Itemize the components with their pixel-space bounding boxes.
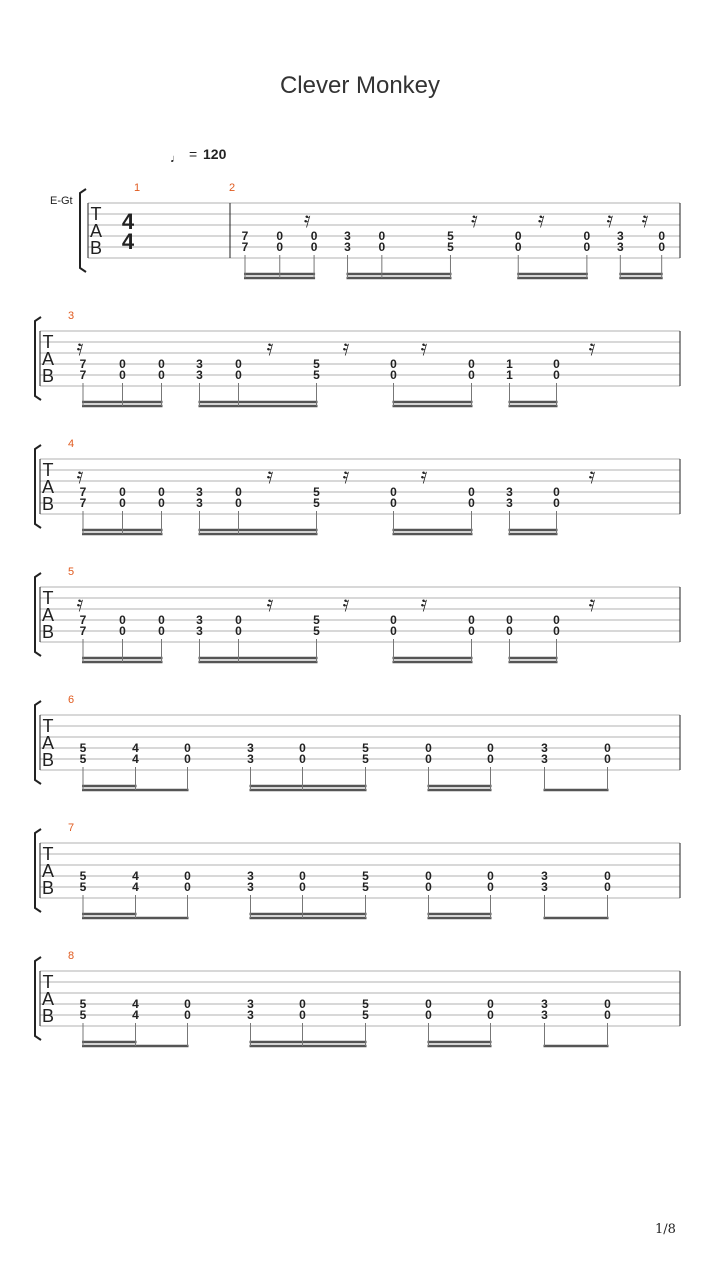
fret-number: 7 xyxy=(79,368,87,382)
fret-number: 3 xyxy=(196,496,203,510)
fret-number: 0 xyxy=(425,869,432,883)
fret-number: 0 xyxy=(425,880,432,894)
fret-number: 0 xyxy=(235,496,242,510)
fret-number: 5 xyxy=(313,613,320,627)
page-number: 1/8 xyxy=(655,1222,676,1237)
fret-number: 0 xyxy=(658,229,666,243)
fret-number: 0 xyxy=(119,613,126,627)
fret-number: 0 xyxy=(184,1008,191,1022)
fret-number: 3 xyxy=(506,496,513,510)
fret-number: 0 xyxy=(158,357,165,371)
fret-number: 0 xyxy=(468,357,475,371)
tab-letter-b: B xyxy=(41,750,55,770)
tab-letter-b: B xyxy=(89,238,103,258)
measure-number: 1 xyxy=(133,182,141,194)
sixteenth-rest-icon: 𝄿 xyxy=(588,463,596,488)
fret-number: 3 xyxy=(506,485,513,499)
tab-system-7 xyxy=(35,822,680,918)
sixteenth-rest-icon: 𝄿 xyxy=(606,207,614,232)
fret-number: 3 xyxy=(616,229,624,243)
sixteenth-rest-icon: 𝄿 xyxy=(537,207,545,232)
fret-number: 0 xyxy=(425,741,432,755)
measure-number: 4 xyxy=(67,438,75,450)
fret-number: 0 xyxy=(487,752,494,766)
fret-number: 4 xyxy=(132,869,139,883)
fret-number: 0 xyxy=(299,880,306,894)
fret-number: 0 xyxy=(425,997,432,1011)
fret-number: 7 xyxy=(241,229,249,243)
fret-number: 4 xyxy=(132,880,139,894)
fret-number: 0 xyxy=(506,624,513,638)
fret-number: 3 xyxy=(196,368,203,382)
fret-number: 7 xyxy=(79,613,87,627)
tab-letter-b: B xyxy=(41,622,55,642)
fret-number: 5 xyxy=(362,997,369,1011)
fret-number: 7 xyxy=(79,357,87,371)
fret-number: 0 xyxy=(310,240,318,254)
measure-number: 6 xyxy=(67,694,75,706)
tab-letter-a: A xyxy=(41,477,55,497)
fret-number: 0 xyxy=(487,869,494,883)
fret-number: 0 xyxy=(299,741,306,755)
fret-number: 7 xyxy=(241,240,249,254)
fret-number: 7 xyxy=(79,624,87,638)
fret-number: 0 xyxy=(390,613,397,627)
tab-letter-a: A xyxy=(41,349,55,369)
fret-number: 5 xyxy=(313,624,320,638)
fret-number: 0 xyxy=(310,229,318,243)
fret-number: 5 xyxy=(79,1008,87,1022)
tab-letter-b: B xyxy=(41,494,55,514)
fret-number: 3 xyxy=(541,869,548,883)
fret-number: 5 xyxy=(447,240,454,254)
tab-letter-t: T xyxy=(42,716,54,736)
fret-number: 4 xyxy=(132,741,139,755)
tab-system-1 xyxy=(80,182,680,278)
fret-number: 5 xyxy=(313,368,320,382)
tab-letter-b: B xyxy=(41,366,55,386)
fret-number: 0 xyxy=(604,1008,611,1022)
fret-number: 0 xyxy=(553,485,560,499)
fret-number: 4 xyxy=(132,752,139,766)
fret-number: 0 xyxy=(604,880,611,894)
fret-number: 0 xyxy=(553,613,560,627)
fret-number: 0 xyxy=(119,485,126,499)
fret-number: 0 xyxy=(487,997,494,1011)
fret-number: 0 xyxy=(658,240,666,254)
measure-number: 5 xyxy=(67,566,75,578)
fret-number: 0 xyxy=(514,229,522,243)
fret-number: 0 xyxy=(158,613,165,627)
fret-number: 5 xyxy=(313,357,320,371)
sixteenth-rest-icon: 𝄿 xyxy=(266,335,274,360)
tab-letter-t: T xyxy=(42,844,54,864)
fret-number: 3 xyxy=(616,240,624,254)
fret-number: 3 xyxy=(541,1008,548,1022)
fret-number: 3 xyxy=(196,624,203,638)
fret-number: 5 xyxy=(79,997,87,1011)
fret-number: 0 xyxy=(378,240,386,254)
fret-number: 5 xyxy=(362,880,369,894)
fret-number: 0 xyxy=(425,1008,432,1022)
fret-number: 5 xyxy=(79,752,87,766)
fret-number: 0 xyxy=(553,624,560,638)
fret-number: 3 xyxy=(247,1008,254,1022)
tab-letter-t: T xyxy=(42,332,54,352)
sixteenth-rest-icon: 𝄿 xyxy=(76,591,84,616)
sixteenth-rest-icon: 𝄿 xyxy=(420,463,428,488)
fret-number: 0 xyxy=(604,752,611,766)
fret-number: 0 xyxy=(487,741,494,755)
fret-number: 3 xyxy=(247,741,254,755)
fret-number: 0 xyxy=(553,368,560,382)
fret-number: 0 xyxy=(235,613,242,627)
fret-number: 0 xyxy=(119,496,126,510)
sixteenth-rest-icon: 𝄿 xyxy=(76,463,84,488)
instrument-label: E-Gt xyxy=(50,195,73,207)
tab-system-6 xyxy=(35,694,680,790)
sixteenth-rest-icon: 𝄿 xyxy=(76,335,84,360)
fret-number: 3 xyxy=(196,613,203,627)
fret-number: 7 xyxy=(79,496,87,510)
fret-number: 0 xyxy=(158,624,165,638)
tab-system-8 xyxy=(35,950,680,1046)
fret-number: 5 xyxy=(362,869,369,883)
fret-number: 5 xyxy=(362,1008,369,1022)
fret-number: 0 xyxy=(158,485,165,499)
fret-number: 0 xyxy=(553,357,560,371)
fret-number: 4 xyxy=(132,1008,139,1022)
fret-number: 0 xyxy=(390,624,397,638)
sixteenth-rest-icon: 𝄿 xyxy=(420,591,428,616)
fret-number: 3 xyxy=(247,880,254,894)
sixteenth-rest-icon: 𝄿 xyxy=(641,207,649,232)
fret-number: 3 xyxy=(541,752,548,766)
fret-number: 5 xyxy=(79,869,87,883)
fret-number: 5 xyxy=(79,741,87,755)
fret-number: 0 xyxy=(487,880,494,894)
time-signature-top: 4 xyxy=(121,209,135,234)
fret-number: 0 xyxy=(468,485,475,499)
fret-number: 3 xyxy=(541,741,548,755)
fret-number: 0 xyxy=(119,624,126,638)
fret-number: 0 xyxy=(119,368,126,382)
sixteenth-rest-icon: 𝄿 xyxy=(588,335,596,360)
fret-number: 0 xyxy=(468,368,475,382)
tab-letter-t: T xyxy=(42,588,54,608)
measure-number: 2 xyxy=(228,182,236,194)
fret-number: 0 xyxy=(604,741,611,755)
sixteenth-rest-icon: 𝄿 xyxy=(471,207,478,232)
fret-number: 3 xyxy=(541,880,548,894)
sixteenth-rest-icon: 𝄿 xyxy=(266,463,274,488)
fret-number: 0 xyxy=(276,229,284,243)
fret-number: 1 xyxy=(506,368,513,382)
measure-number: 8 xyxy=(67,950,75,962)
fret-number: 0 xyxy=(390,485,397,499)
fret-number: 3 xyxy=(196,485,203,499)
fret-number: 0 xyxy=(235,357,242,371)
fret-number: 5 xyxy=(313,485,320,499)
fret-number: 3 xyxy=(247,752,254,766)
fret-number: 0 xyxy=(583,229,591,243)
fret-number: 0 xyxy=(390,357,397,371)
fret-number: 3 xyxy=(247,869,254,883)
tab-letter-t: T xyxy=(42,460,54,480)
fret-number: 3 xyxy=(196,357,203,371)
fret-number: 3 xyxy=(541,997,548,1011)
fret-number: 0 xyxy=(468,613,475,627)
measure-number: 7 xyxy=(67,822,75,834)
fret-number: 0 xyxy=(299,752,306,766)
fret-number: 5 xyxy=(447,229,454,243)
fret-number: 3 xyxy=(344,229,351,243)
page-title: Clever Monkey xyxy=(279,72,441,99)
measure-number: 3 xyxy=(67,310,75,322)
tab-letter-a: A xyxy=(41,733,55,753)
fret-number: 5 xyxy=(79,880,87,894)
fret-number: 3 xyxy=(247,997,254,1011)
fret-number: 1 xyxy=(506,357,513,371)
fret-number: 3 xyxy=(344,240,351,254)
fret-number: 0 xyxy=(184,880,191,894)
fret-number: 0 xyxy=(553,496,560,510)
fret-number: 7 xyxy=(79,485,87,499)
fret-number: 0 xyxy=(390,368,397,382)
fret-number: 0 xyxy=(235,485,242,499)
fret-number: 0 xyxy=(235,368,242,382)
tab-letter-a: A xyxy=(41,861,55,881)
sixteenth-rest-icon: 𝄿 xyxy=(303,207,311,232)
fret-number: 5 xyxy=(313,496,320,510)
fret-number: 0 xyxy=(299,869,306,883)
fret-number: 0 xyxy=(378,229,386,243)
fret-number: 0 xyxy=(299,1008,306,1022)
fret-number: 0 xyxy=(184,997,191,1011)
fret-number: 0 xyxy=(583,240,591,254)
tempo-value: 120 xyxy=(203,146,227,162)
fret-number: 0 xyxy=(158,368,165,382)
fret-number: 0 xyxy=(604,997,611,1011)
fret-number: 0 xyxy=(184,752,191,766)
tab-letter-t: T xyxy=(42,972,54,992)
tab-letter-a: A xyxy=(41,989,55,1009)
fret-number: 5 xyxy=(362,752,369,766)
tempo-equals: = xyxy=(189,146,198,162)
tab-letter-b: B xyxy=(41,878,55,898)
fret-number: 0 xyxy=(506,613,513,627)
fret-number: 5 xyxy=(362,741,369,755)
sixteenth-rest-icon: 𝄿 xyxy=(588,591,596,616)
tab-system-5 xyxy=(35,566,680,662)
fret-number: 0 xyxy=(276,240,284,254)
fret-number: 0 xyxy=(468,624,475,638)
fret-number: 0 xyxy=(468,496,475,510)
tab-letter-b: B xyxy=(41,1006,55,1026)
tab-system-4 xyxy=(35,438,680,534)
fret-number: 0 xyxy=(184,869,191,883)
fret-number: 0 xyxy=(604,869,611,883)
system-bracket xyxy=(80,189,86,272)
fret-number: 0 xyxy=(119,357,126,371)
fret-number: 0 xyxy=(390,496,397,510)
fret-number: 0 xyxy=(235,624,242,638)
tab-letter-a: A xyxy=(41,605,55,625)
tab-letter-a: A xyxy=(89,221,103,241)
sixteenth-rest-icon: 𝄿 xyxy=(342,591,350,616)
fret-number: 0 xyxy=(184,741,191,755)
fret-number: 0 xyxy=(158,496,165,510)
fret-number: 0 xyxy=(487,1008,494,1022)
tab-letter-t: T xyxy=(90,204,102,224)
fret-number: 0 xyxy=(514,240,522,254)
tab-system-3 xyxy=(35,310,680,406)
sixteenth-rest-icon: 𝄿 xyxy=(342,463,350,488)
sixteenth-rest-icon: 𝄿 xyxy=(342,335,350,360)
time-signature-bottom: 4 xyxy=(121,229,135,254)
fret-number: 4 xyxy=(132,997,139,1011)
fret-number: 0 xyxy=(299,997,306,1011)
sixteenth-rest-icon: 𝄿 xyxy=(420,335,428,360)
sixteenth-rest-icon: 𝄿 xyxy=(266,591,274,616)
fret-number: 0 xyxy=(425,752,432,766)
